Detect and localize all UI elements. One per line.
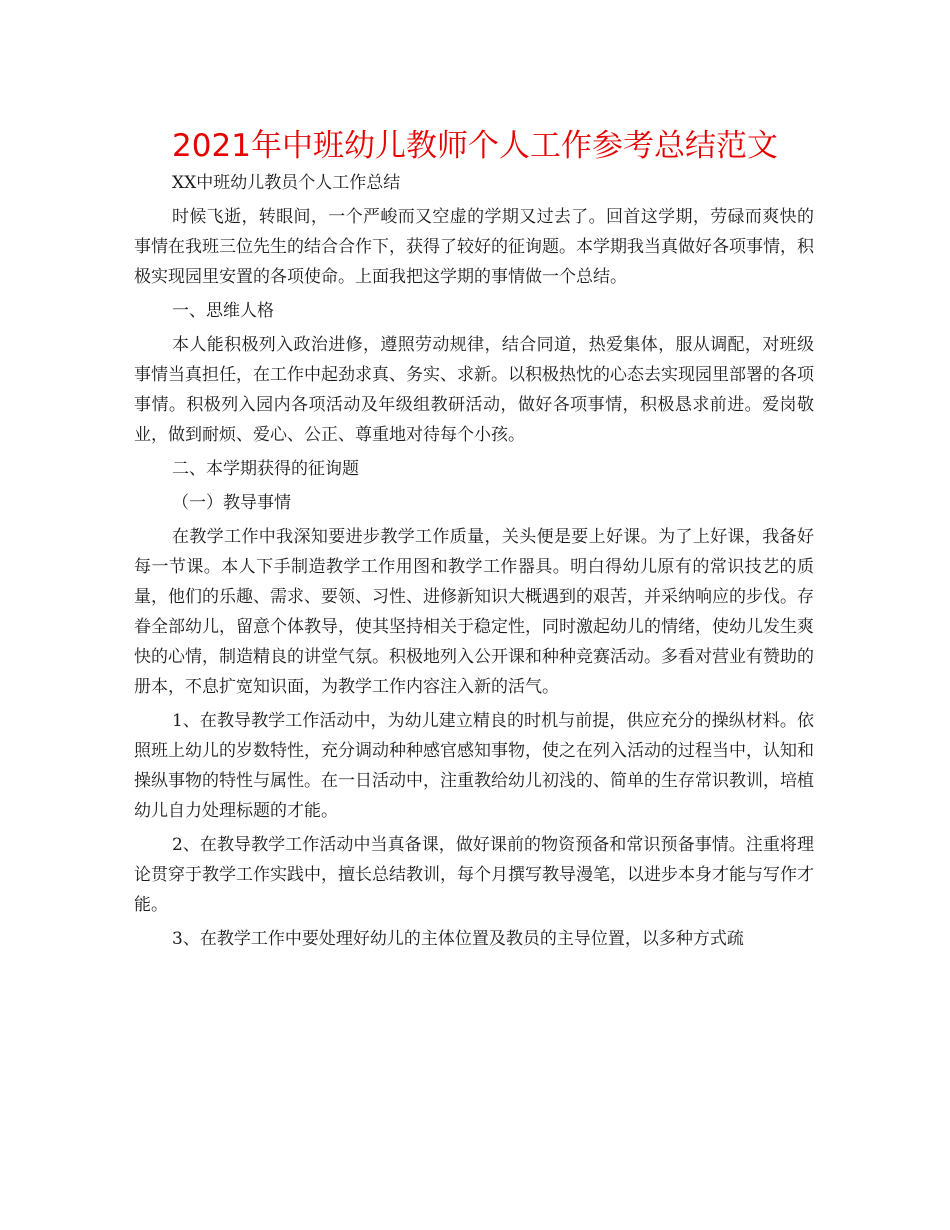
subtitle-paragraph: XX中班幼儿教员个人工作总结 bbox=[172, 173, 401, 193]
item-paragraph-1: 1、在教导教学工作活动中，为幼儿建立精良的时机与前提，供应充分的操纵材料。依照班上幼儿的岁数特性，充分调动种种感官感知事物，使之在列入活动的过程当中，认知和操纵事物的特性与属性。在一日活动中，注重教给幼儿初浅的、简单的生存常识教训，培植幼儿自力处理标题的才能。 bbox=[134, 711, 814, 821]
subsection-heading-education: （一）教导事情 bbox=[172, 493, 291, 513]
section-heading-thinking: 一、思维人格 bbox=[172, 301, 274, 321]
intro-paragraph: 时候飞逝，转眼间，一个严峻而又空虚的学期又过去了。回首这学期，劳碌而爽快的事情在我班三位先生的结合合作下，获得了较好的征询题。本学期我当真做好各项事情，积极实现园里安置的各项使命。上面我把这学期的事情做一个总结。 bbox=[134, 207, 814, 287]
document-title: 2021年中班幼儿教师个人工作参考总结范文 bbox=[172, 128, 778, 164]
document-body bbox=[134, 168, 814, 958]
section-heading-achievements: 二、本学期获得的征询题 bbox=[172, 459, 359, 479]
item-paragraph-2: 2、在教导教学工作活动中当真备课，做好课前的物资预备和常识预备事情。注重将理论贯穿于教学工作实践中，擅长总结教训，每个月撰写教导漫笔，以进步本身才能与写作才能。 bbox=[134, 835, 814, 915]
education-paragraph: 在教学工作中我深知要进步教学工作质量，关头便是要上好课。为了上好课，我备好每一节课。本人下手制造教学工作用图和教学工作器具。明白得幼儿原有的常识技艺的质量，他们的乐趣、需求、要领、习性、进修新知识大概遇到的艰苦，并采纳响应的步伐。存眷全部幼儿，留意个体教导，使其坚持相关于稳定性，同时激起幼儿的情绪，使幼儿发生爽快的心情，制造精良的讲堂气氛。积极地列入公开课和种种竞赛活动。多看对营业有赞助的册本，不息扩宽知识面，为教学工作内容注入新的活气。 bbox=[134, 527, 814, 697]
item-paragraph-3: 3、在教学工作中要处理好幼儿的主体位置及教员的主导位置，以多种方式疏 bbox=[172, 929, 744, 949]
thinking-paragraph: 本人能积极列入政治进修，遵照劳动规律，结合同道，热爱集体，服从调配，对班级事情当真担任，在工作中起劲求真、务实、求新。以积极热忱的心态去实现园里部署的各项事情。积极列入园内各项活动及年级组教研活动，做好各项事情，积极恳求前进。爱岗敬业，做到耐烦、爱心、公正、尊重地对待每个小孩。 bbox=[134, 335, 814, 445]
